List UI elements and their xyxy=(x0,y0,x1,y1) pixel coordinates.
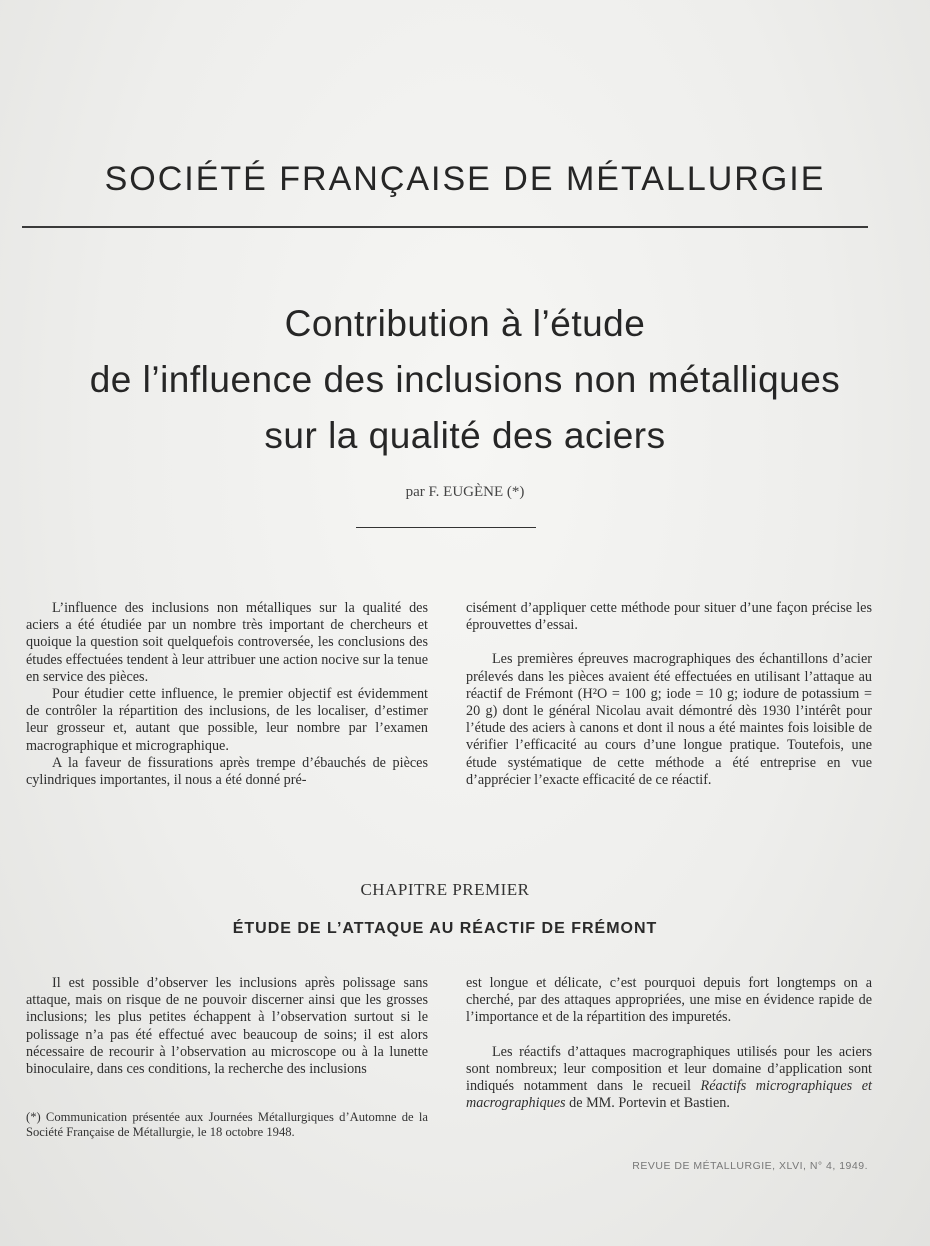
paragraph: Il est possible d’observer les inclusions après polissage sans attaque, mais on risque de ne pouvoir discerner ainsi que les grosses inclusions; les plus petites échappent à l’observation surtout si le polissage n’a pas été effectué avec beaucoup de soins; il est alors nécessaire de recourir à l’observation au microscope ou à la lunette binoculaire, dans ces conditions, la recherche des inclusions xyxy=(26,975,428,1078)
paragraph: Pour étudier cette influence, le premier objectif est évidemment de contrôler la répartition des inclusions, de les localiser, d’estimer leur grosseur et, autant que possible, leur nombre par l’examen macrographique et micrographique. xyxy=(26,686,428,754)
chapter-title: ÉTUDE DE L’ATTAQUE AU RÉACTIF DE FRÉMONT xyxy=(232,920,658,937)
text-run: Les réactifs d’attaques macrographiques utilisés pour les aciers sont nombreux; leur composition et leur domaine d’application sont indiqués notamment dans le recueil xyxy=(466,1043,872,1095)
author-rule xyxy=(356,527,536,528)
paragraph-reagents xyxy=(466,1044,872,1113)
paragraph: A la faveur de fissurations après trempe d’ébauchés de pièces cylindriques importantes, il nous a été donné pré- xyxy=(26,754,428,789)
footnote: (*) Communication présentée aux Journées Métallurgiques d’Automne de la Société Française de Métallurgie, le 18 octobre 1948. xyxy=(26,1110,428,1139)
title-line-3: sur la qualité des aciers xyxy=(264,415,666,456)
text-run: de MM. Portevin et Bastien. xyxy=(565,1095,730,1112)
header-rule xyxy=(22,226,868,228)
paragraph: Les premières épreuves macrographiques des échantillons d’acier prélevés dans les pièces avaient été effectuées en utilisant l’attaque au réactif de Frémont (H²O = 100 g; iode = 10 g; iodure de potassium = 20 g) dont le général Nicolau avait démontré dès 1930 l’intérêt pour l’étude des aciers à canons et dont il nous a été maintes fois loisible de vérifier l’efficacité au cours d’une longue pratique. Toutefois, une étude systématique de cette méthode a été entreprise en vue d’apprécier l’exacte efficacité de ce réactif. xyxy=(466,651,872,788)
intro-left-column xyxy=(26,600,428,789)
body-left-column xyxy=(26,975,428,1078)
journal-footer: REVUE DE MÉTALLURGIE, XLVI, N° 4, 1949. xyxy=(632,1160,868,1172)
paragraph: cisément d’appliquer cette méthode pour situer d’une façon précise les éprouvettes d’essai. xyxy=(466,600,872,634)
chapter-label: CHAPITRE PREMIER xyxy=(360,880,530,899)
paragraph: L’influence des inclusions non métalliques sur la qualité des aciers a été étudiée par un nombre très important de chercheurs et quoique la question soit quelquefois controversée, les conclusions des études effectuées tendent à leur attribuer une action nocive sur la tenue en service des pièces. xyxy=(26,600,428,685)
paragraph: est longue et délicate, c’est pourquoi depuis fort longtemps on a cherché, par des attaques appropriées, une mise en évidence rapide de l’importance et de la répartition des impuretés. xyxy=(466,975,872,1026)
title-line-1: Contribution à l’étude xyxy=(284,303,646,344)
society-header: SOCIÉTÉ FRANÇAISE DE MÉTALLURGIE xyxy=(104,160,826,198)
intro-right-column xyxy=(466,600,872,789)
body-right-column xyxy=(466,975,872,1112)
article-title xyxy=(0,296,930,464)
author-byline: par F. EUGÈNE (*) xyxy=(405,484,525,500)
title-line-2: de l’influence des inclusions non métalliques xyxy=(89,359,841,400)
book-title: Réactifs micrographiques et macrographiques xyxy=(466,1078,872,1112)
